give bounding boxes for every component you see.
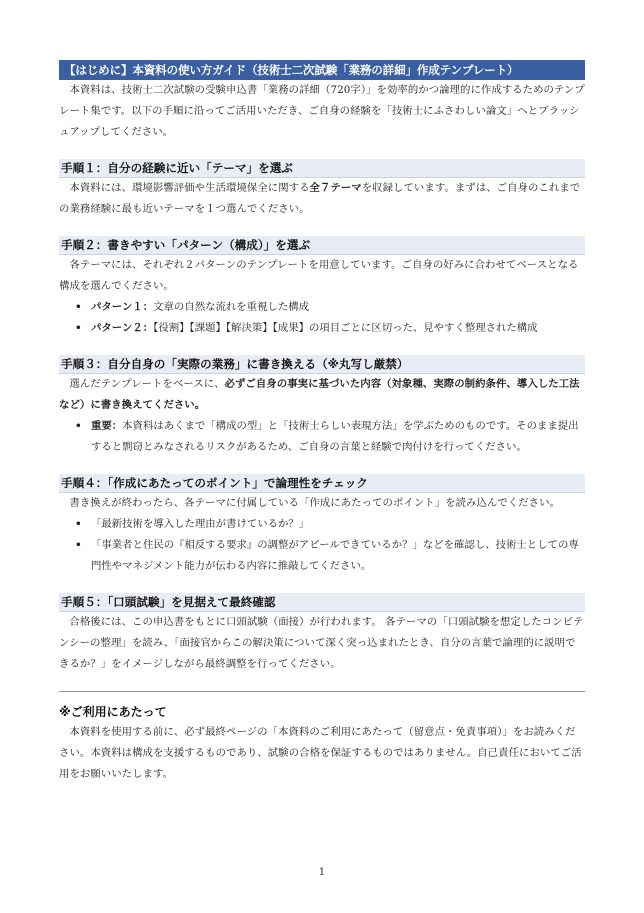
notice-heading: ※ご利用にあたって <box>59 705 167 719</box>
step5-heading: 手順５：「口頭試験」を見据えて最終確認 <box>59 593 585 612</box>
step4-text: 書き換えが終わったら、各テーマに付属している「作成にあたってのポイント」を読み込んでください。 <box>69 497 560 509</box>
list-item: • 重要：本資料はあくまで「構成の型」と「技術士らしい表現方法」を学ぶためのものです。そのまま提出すると剽窃とみなされるリスクがあるため、ご自身の言葉と経験で肉付けを行ってください。 <box>59 416 585 458</box>
step5-text: 合格後には、この申込書をもとに口頭試験（面接）が行われます。 各テーマの「口頭試験を想定したコンピテンシーの整理」を読み、「面接官からこの解決策について深く突っ込まれたとき、自分の言葉で論理的に説明できるか？」をイメージしながら最終調整を行ってください。 <box>59 616 584 670</box>
step2-text: 各テーマには、それぞれ２パターンのテンプレートを用意しています。ご自身の好みに合わせてベースとなる構成を選んでください。 <box>59 259 579 292</box>
intro-text: 本資料は、技術士二次試験の受験申込書「業務の詳細（720字）」を効率的かつ論理的に作成するためのテンプレート集です。以下の手順に沿ってご活用いただき、ご自身の経験を「技術士にふさわしい論文」へとブラッシュアップしてください。 <box>59 84 585 138</box>
page-number: 1 <box>318 866 326 878</box>
step3-heading: 手順３：自分自身の「実際の業務」に書き換える（※丸写し厳禁） <box>59 355 585 374</box>
bullet-icon: • <box>75 322 82 334</box>
bullet-icon: • <box>75 518 82 530</box>
intro-title: 【はじめに】本資料の使い方ガイド（技術士二次試験「業務の詳細」作成テンプレート） <box>59 60 585 80</box>
step3-note-list <box>59 416 585 458</box>
step4-heading: 手順４：「作成にあたってのポイント」で論理性をチェック <box>59 474 585 493</box>
document-page <box>59 60 585 785</box>
step1-heading: 手順１：自分の経験に近い「テーマ」を選ぶ <box>59 159 585 178</box>
bullet-icon: • <box>75 420 82 432</box>
step2-pattern-list <box>59 297 585 339</box>
list-item: • 「事業者と住民の『相反する要求』の調整がアピールできているか？」などを確認し、技術士としての専門性やマネジメント能力が伝わる内容に推敲してください。 <box>59 535 585 577</box>
bullet-icon: • <box>75 539 82 551</box>
step2-heading: 手順２：書きやすい「パターン（構成）」を選ぶ <box>59 236 585 255</box>
step3-text: 選んだテンプレートをベースに、必ずご自身の事実に基づいた内容（対象種、実際の制約条件、導入した工法など）に書き換えてください。 <box>59 378 580 411</box>
step4-check-list <box>59 514 585 577</box>
list-item: • パターン２：【役割】【課題】【解決策】【成果】の項目ごとに区切った、見やすく整理された構成 <box>59 318 585 339</box>
list-item: • パターン１：文章の自然な流れを重視した構成 <box>59 297 585 318</box>
list-item: • 「最新技術を導入した理由が書けているか？」 <box>59 514 585 535</box>
notice-text: 本資料を使用する前に、必ず最終ページの「本資料のご利用にあたって（留意点・免責事項）」をお読みください。本資料は構成を支援するものであり、試験の合格を保証するものではありません。自己責任においてご活用をお願いいたします。 <box>59 726 582 780</box>
bullet-icon: • <box>75 301 82 313</box>
step1-text: 本資料には、環境影響評価や生活環境保全に関する全７テーマを収録しています。まずは、ご自身のこれまでの業務経験に最も近いテーマを１つ選んでください。 <box>59 182 581 215</box>
